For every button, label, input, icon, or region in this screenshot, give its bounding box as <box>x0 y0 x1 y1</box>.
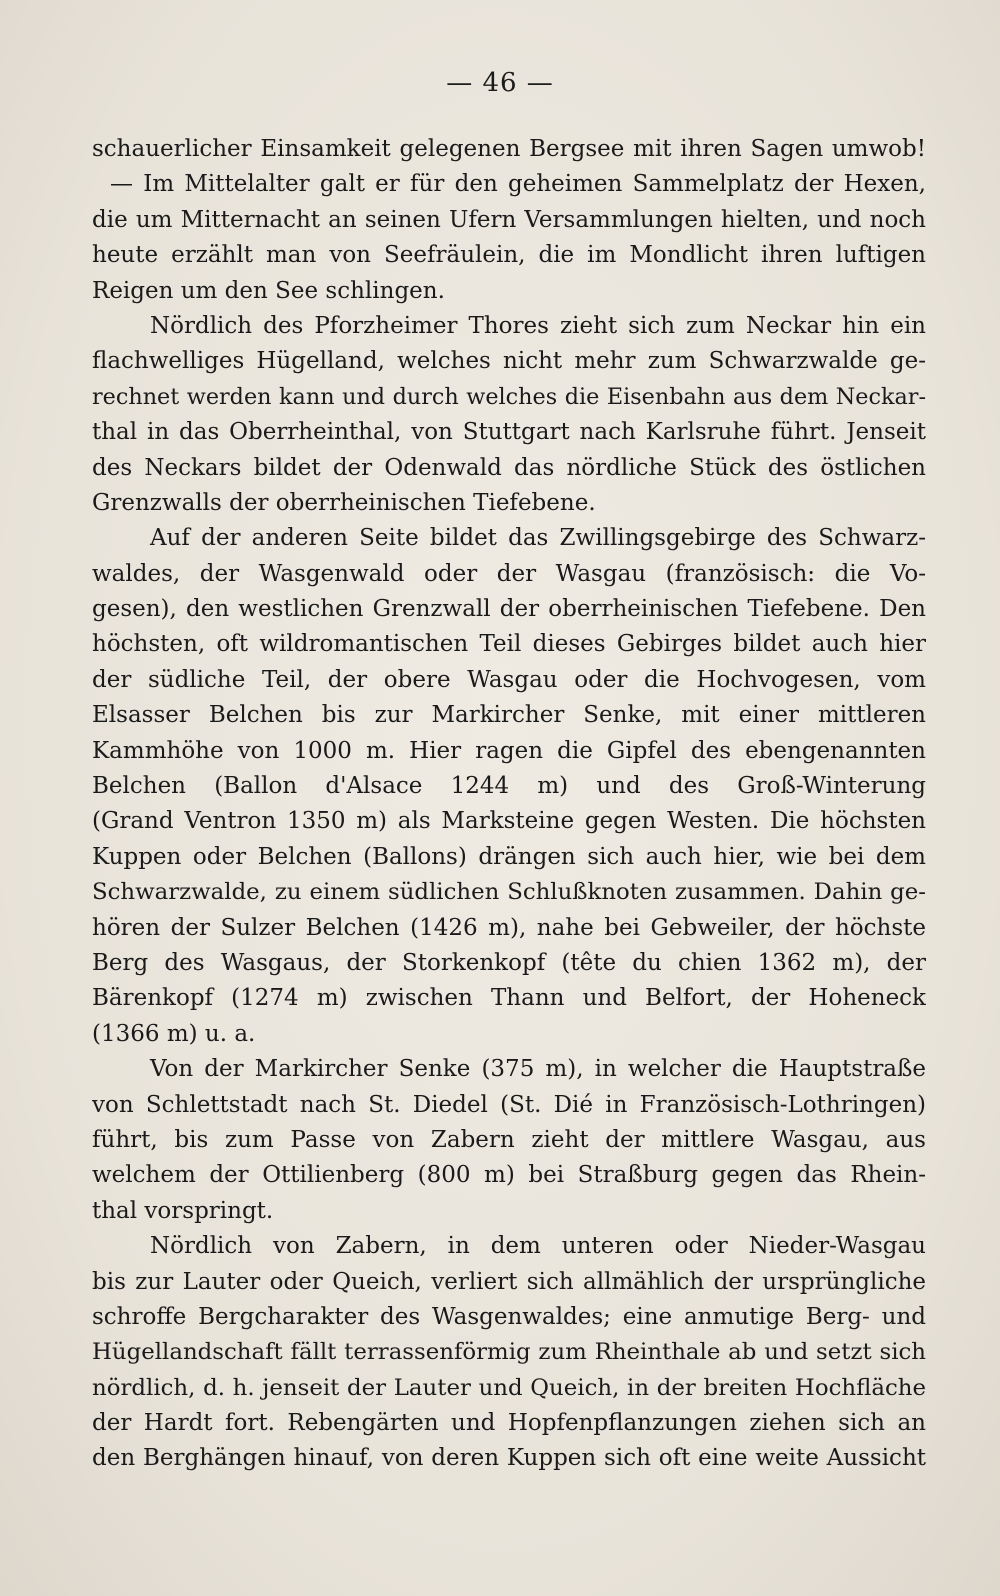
text-line: rechnet werden kann und durch welches die Eisenbahn aus dem Neckar- <box>92 383 926 410</box>
text-line: Elsasser Belchen bis zur Markircher Senke, mit einer mittleren <box>92 702 926 729</box>
text-line: thal vorspringt. <box>92 1197 274 1224</box>
text-line: heute erzählt man von Seefräulein, die im Mondlicht ihren luftigen <box>92 242 926 269</box>
text-line: führt, bis zum Passe von Zabern zieht der mittlere Wasgau, aus <box>92 1126 926 1153</box>
text-line: gesen), den westlichen Grenzwall der oberrheinischen Tiefebene. Den <box>92 596 926 623</box>
text-line: — Im Mittelalter galt er für den geheimen Sammelplatz der Hexen, <box>110 171 926 198</box>
text-line: (1366 m) u. a. <box>92 1020 256 1047</box>
text-line: welchem der Ottilienberg (800 m) bei Straßburg gegen das Rhein- <box>92 1162 926 1189</box>
text-line: des Neckars bildet der Odenwald das nördliche Stück des östlichen <box>92 454 926 481</box>
text-line: (Grand Ventron 1350 m) als Marksteine gegen Westen. Die höchsten <box>92 808 926 835</box>
text-line: Kuppen oder Belchen (Ballons) drängen sich auch hier, wie bei dem <box>92 843 926 870</box>
body-text <box>92 132 926 1477</box>
text-line: den Berghängen hinauf, von deren Kuppen sich oft eine weite Aussicht <box>92 1445 926 1472</box>
text-line: thal in das Oberrheinthal, von Stuttgart nach Karlsruhe führt. Jenseit <box>92 419 926 446</box>
paragraph-start: Nördlich des Pforzheimer Thores zieht sich zum Neckar hin ein <box>150 312 926 339</box>
text-line: schauerlicher Einsamkeit gelegenen Bergsee mit ihren Sagen umwob! <box>92 136 926 162</box>
text-line: Reigen um den See schlingen. <box>92 277 445 304</box>
text-line: flachwelliges Hügelland, welches nicht mehr zum Schwarzwalde ge- <box>92 348 926 375</box>
text-line: Grenzwalls der oberrheinischen Tiefebene. <box>92 489 596 516</box>
text-line: höchsten, oft wildromantischen Teil dieses Gebirges bildet auch hier <box>92 631 926 658</box>
text-line: Hügellandschaft fällt terrassenförmig zum Rheinthale ab und setzt sich <box>92 1339 926 1366</box>
text-line: nördlich, d. h. jenseit der Lauter und Queich, in der breiten Hochfläche <box>92 1374 926 1401</box>
text-line: Kammhöhe von 1000 m. Hier ragen die Gipfel des ebengenannten <box>92 737 926 764</box>
text-line: der Hardt fort. Rebengärten und Hopfenpflanzungen ziehen sich an <box>92 1410 926 1437</box>
text-line: Bärenkopf (1274 m) zwischen Thann und Belfort, der Hoheneck <box>92 985 926 1012</box>
text-line: Belchen (Ballon d'Alsace 1244 m) und des Groß-Winterung <box>92 773 926 800</box>
text-line: Schwarzwalde, zu einem südlichen Schlußknoten zusammen. Dahin ge- <box>92 879 926 906</box>
text-line: von Schlettstadt nach St. Diedel (St. Dié in Französisch-Lothringen) <box>92 1091 926 1118</box>
text-line: hören der Sulzer Belchen (1426 m), nahe bei Gebweiler, der höchste <box>92 914 926 941</box>
page-number: — 46 — <box>446 68 554 98</box>
text-line: der südliche Teil, der obere Wasgau oder die Hochvogesen, vom <box>92 666 926 693</box>
text-line: waldes, der Wasgenwald oder der Wasgau (französisch: die Vo- <box>92 560 926 587</box>
text-line: bis zur Lauter oder Queich, verliert sich allmählich der ursprüngliche <box>92 1268 926 1295</box>
paragraph-start: Nördlich von Zabern, in dem unteren oder Nieder-Wasgau <box>150 1233 926 1260</box>
text-line: Berg des Wasgaus, der Storkenkopf (tête du chien 1362 m), der <box>92 949 926 976</box>
paragraph-start: Auf der anderen Seite bildet das Zwillingsgebirge des Schwarz- <box>150 525 926 552</box>
text-line: schroffe Bergcharakter des Wasgenwaldes; eine anmutige Berg- und <box>92 1303 926 1330</box>
text-line: die um Mitternacht an seinen Ufern Versammlungen hielten, und noch <box>92 206 926 233</box>
paragraph-start: Von der Markircher Senke (375 m), in welcher die Hauptstraße <box>150 1056 926 1083</box>
